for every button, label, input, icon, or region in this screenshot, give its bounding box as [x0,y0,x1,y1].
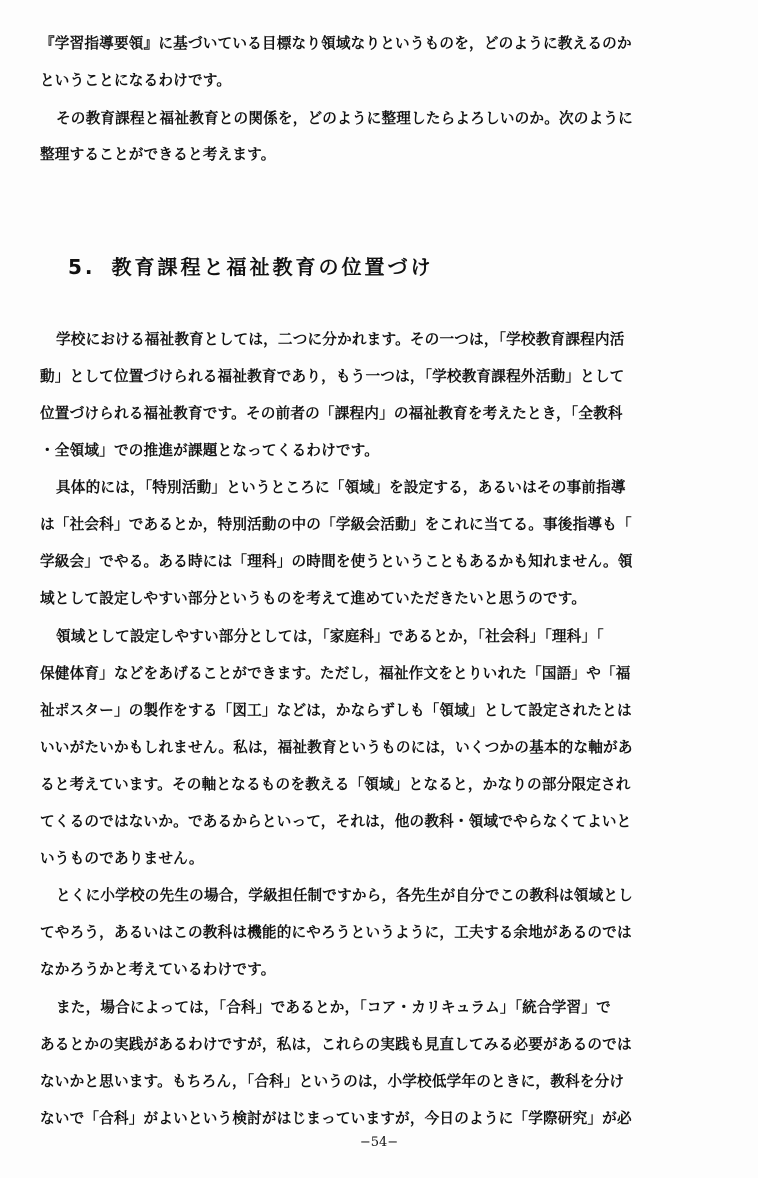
body-line: 域として設定しやすい部分というものを考えて進めていただきたいと思うのです。 [40,590,587,607]
body-line: また，場合によっては，「合科」であるとか，「コア・カリキュラム」「統合学習」で [56,999,611,1016]
intro-line: 『学習指導要領』に基づいている目標なり領域なりというものを，どのように教えるのか [40,35,632,52]
body-line: てくるのではないか。であるからといって，それは，他の教科・領域でやらなくてよいと [40,813,632,830]
intro-line: ということになるわけです。 [40,72,232,89]
body-line: 位置づけられる福祉教育です。その前者の「課程内」の福祉教育を考えたとき，「全教科 [40,405,623,422]
body-line: ・全領域」での推進が課題となってくるわけです。 [40,442,380,459]
body-line: 動」として位置づけられる福祉教育であり，もう一つは，「学校教育課程外活動」として [40,368,625,385]
section-number: 5. [68,255,96,279]
body-line: 学級会」でやる。ある時には「理科」の時間を使うということもあるかも知れません。領 [40,553,633,570]
body-line: とくに小学校の先生の場合，学級担任制ですから，各先生が自分でこの教科は領域とし [56,887,633,904]
body-line: ると考えています。その軸となるものを教える「領域」となると，かなりの部分限定され [40,776,631,793]
body-line: いいがたいかもしれません。私は，福祉教育というものには，いくつかの基本的な軸があ [40,739,633,756]
body-line: 祉ポスター」の製作をする「図工」などは，かならずしも「領域」として設定されたとは [40,702,632,719]
body-line: 学校における福祉教育としては，二つに分かれます。その一つは，「学校教育課程内活 [56,331,625,348]
body-line: ないで「合科」がよいという検討がはじまっていますが，今日のように「学際研究」が必 [40,1110,632,1127]
body-line: 保健体育」などをあげることができます。ただし，福祉作文をとりいれた「国語」や「福 [40,665,631,682]
body-line: てやろう，あるいはこの教科は機能的にやろうというように，工夫する余地があるのでは [40,924,632,941]
intro-line: その教育課程と福祉教育との関係を，どのように整理したらよろしいのか。次のように [56,110,633,127]
intro-line: 整理することができると考えます。 [40,146,276,163]
body-line: 領域として設定しやすい部分としては，「家庭科」であるとか，「社会科」「理科」「 [56,628,604,645]
section-title: 教育課程と福祉教育の位置づけ [111,255,434,279]
body-line: ないかと思います。もちろん，「合科」というのは，小学校低学年のときに，教科を分け [40,1073,625,1090]
body-line: は「社会科」であるとか，特別活動の中の「学級会活動」をこれに当てる。事後指導も「 [40,516,632,533]
body-line: あるとかの実践があるわけですが，私は，これらの実践も見直してみる必要があるのでは [40,1036,632,1053]
body-line: 具体的には，「特別活動」というところに「領域」を設定する，あるいはその事前指導 [56,479,626,496]
body-line: なかろうかと考えているわけです。 [40,961,276,978]
section-heading [68,253,434,281]
body-line: いうものでありません。 [40,850,204,867]
page-number: −54− [359,1135,399,1150]
